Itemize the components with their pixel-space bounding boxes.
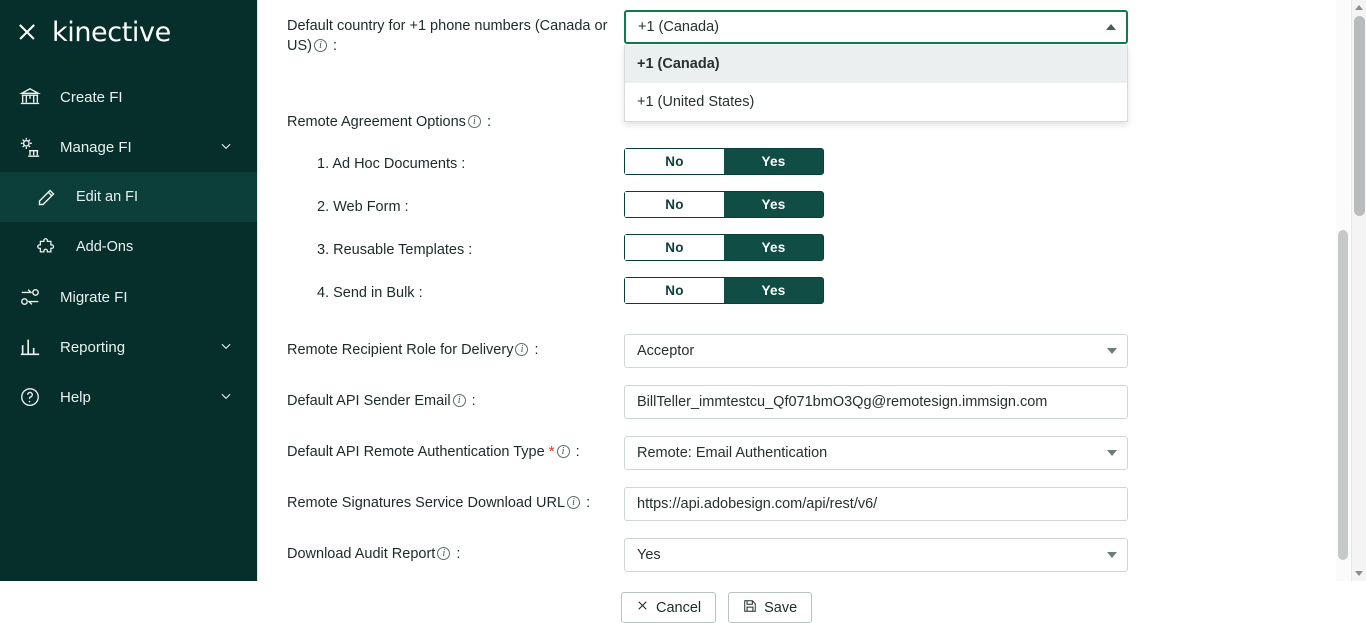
download-audit-report-label: Download Audit Reporti :	[287, 538, 624, 564]
ad-hoc-documents-label-text: 1. Ad Hoc Documents	[317, 156, 458, 172]
default-country-options-list	[624, 45, 1128, 122]
sidebar-item-reporting[interactable]	[0, 322, 257, 372]
sidebar-item-migrate-fi[interactable]	[0, 272, 257, 322]
window-scrollbar[interactable]	[1351, 0, 1366, 581]
content-divider	[257, 0, 258, 581]
brand-logo	[52, 17, 171, 48]
remote-signatures-url-value: https://api.adobesign.com/api/rest/v6/	[637, 496, 878, 512]
sidebar-item-label: Add-Ons	[76, 239, 134, 255]
gear-bank-icon	[18, 135, 42, 159]
remote-recipient-role-select[interactable]	[624, 334, 1128, 368]
ad-hoc-documents-label: 1. Ad Hoc Documents :	[317, 156, 466, 172]
chevron-up-icon[interactable]	[1106, 24, 1116, 30]
save-button[interactable]	[728, 592, 812, 623]
send-in-bulk-field	[624, 277, 1327, 304]
sidebar-item-label: Create FI	[60, 88, 123, 106]
question-circle-icon	[18, 385, 42, 409]
edit-fi-form	[287, 0, 1327, 616]
download-audit-report-value: Yes	[637, 547, 661, 563]
form-row-remote-signatures-url	[287, 487, 1327, 521]
form-row-download-audit-report	[287, 538, 1327, 572]
bar-chart-icon	[18, 335, 42, 359]
download-audit-report-label-text: Download Audit Report	[287, 546, 436, 562]
info-icon[interactable]	[515, 343, 528, 356]
web-form-toggle[interactable]	[624, 191, 824, 218]
info-icon[interactable]	[453, 394, 466, 407]
default-api-sender-email-value: BillTeller_immtestcu_Qf071bmO3Qg@remotesign.immsign.com	[637, 394, 1048, 410]
default-api-remote-auth-type-field	[624, 436, 1327, 470]
inner-scrollbar[interactable]	[1336, 0, 1350, 581]
window-scrollbar-thumb[interactable]	[1354, 16, 1365, 216]
form-row-default-api-sender-email	[287, 385, 1327, 419]
toggle-no[interactable]: No	[625, 235, 724, 260]
form-row-remote-recipient-role	[287, 334, 1327, 368]
form-row-send-in-bulk	[287, 277, 1327, 304]
close-icon	[636, 599, 649, 616]
required-asterisk: *	[548, 443, 555, 460]
sidebar-item-edit-an-fi[interactable]	[0, 172, 257, 222]
cancel-button-label: Cancel	[656, 599, 702, 616]
sidebar-item-add-ons[interactable]	[0, 222, 257, 272]
default-country-value: +1 (Canada)	[638, 19, 720, 35]
form-actions	[621, 592, 1327, 623]
sidebar-item-label: Manage FI	[60, 138, 132, 156]
default-api-sender-email-label-text: Default API Sender Email	[287, 393, 451, 409]
dropdown-option-label: +1 (Canada)	[637, 56, 720, 72]
dropdown-option-united-states[interactable]	[625, 83, 1127, 121]
default-country-field	[624, 10, 1327, 110]
form-row-reusable-templates	[287, 234, 1327, 261]
remote-agreement-options-label: Remote Agreement Optionsi :	[287, 106, 624, 132]
chevron-down-icon[interactable]	[219, 139, 235, 155]
reusable-templates-label-text: 3. Reusable Templates	[317, 242, 465, 258]
form-row-default-country	[287, 10, 1327, 110]
remote-signatures-url-label: Remote Signatures Service Download URLi :	[287, 487, 624, 513]
form-row-web-form	[287, 191, 1327, 218]
info-icon[interactable]	[557, 445, 570, 458]
toggle-no[interactable]: No	[625, 192, 724, 217]
sidebar-item-help[interactable]	[0, 372, 257, 422]
toggle-no[interactable]: No	[625, 149, 724, 174]
pencil-icon	[34, 185, 58, 209]
send-in-bulk-toggle[interactable]	[624, 277, 824, 304]
cancel-button[interactable]	[621, 592, 716, 623]
remote-signatures-url-label-text: Remote Signatures Service Download URL	[287, 495, 566, 511]
reusable-templates-toggle[interactable]	[624, 234, 824, 261]
info-icon[interactable]	[567, 496, 580, 509]
bank-plus-icon	[18, 85, 42, 109]
download-audit-report-select[interactable]	[624, 538, 1128, 572]
info-icon[interactable]	[437, 547, 450, 560]
sidebar-nav	[0, 72, 257, 422]
remote-recipient-role-value: Acceptor	[637, 343, 695, 359]
inner-scrollbar-thumb[interactable]	[1338, 230, 1348, 560]
chevron-down-icon[interactable]	[1107, 348, 1117, 354]
chevron-down-icon[interactable]	[1107, 552, 1117, 558]
sidebar-item-create-fi[interactable]	[0, 72, 257, 122]
default-api-sender-email-input[interactable]	[624, 385, 1128, 419]
sidebar-item-label: Edit an FI	[76, 189, 139, 205]
info-icon[interactable]	[314, 39, 327, 52]
chevron-down-icon[interactable]	[219, 339, 235, 355]
info-icon[interactable]	[468, 115, 481, 128]
web-form-label: 2. Web Form :	[317, 199, 409, 215]
remote-signatures-url-field	[624, 487, 1327, 521]
default-api-sender-email-label: Default API Sender Emaili :	[287, 385, 624, 411]
remote-agreement-options-label-text: Remote Agreement Options	[287, 114, 466, 130]
default-api-remote-auth-type-value: Remote: Email Authentication	[637, 445, 828, 461]
toggle-yes[interactable]: Yes	[724, 192, 823, 217]
sidebar-item-label: Reporting	[60, 338, 126, 356]
toggle-yes[interactable]: Yes	[724, 149, 823, 174]
remote-signatures-url-input[interactable]	[624, 487, 1128, 521]
reusable-templates-field	[624, 234, 1327, 261]
default-country-select[interactable]	[624, 10, 1128, 44]
remote-recipient-role-field	[624, 334, 1327, 368]
remote-recipient-role-label-text: Remote Recipient Role for Delivery	[287, 342, 514, 358]
default-api-remote-auth-type-label-text: Default API Remote Authentication Type	[287, 444, 545, 460]
send-in-bulk-label-text: 4. Send in Bulk	[317, 285, 415, 301]
web-form-label-text: 2. Web Form	[317, 199, 401, 215]
dropdown-option-label: +1 (United States)	[637, 94, 755, 110]
scroll-down-arrow-icon[interactable]	[1355, 571, 1363, 576]
reusable-templates-label: 3. Reusable Templates :	[317, 242, 473, 258]
default-api-remote-auth-type-label: Default API Remote Authentication Type *i :	[287, 436, 624, 462]
puzzle-icon	[34, 235, 58, 259]
default-country-dropdown-wrap	[624, 10, 1128, 110]
send-in-bulk-label: 4. Send in Bulk :	[317, 285, 423, 301]
default-api-sender-email-field	[624, 385, 1327, 419]
default-country-label-text: Default country for +1 phone numbers (Canada or US)	[287, 18, 608, 54]
scroll-up-arrow-icon[interactable]	[1355, 5, 1363, 10]
default-country-label: Default country for +1 phone numbers (Canada or US)i :	[287, 10, 624, 56]
toggle-yes[interactable]: Yes	[724, 235, 823, 260]
form-row-default-api-remote-auth-type	[287, 436, 1327, 470]
download-audit-report-field	[624, 538, 1327, 572]
save-button-label: Save	[764, 599, 798, 616]
default-api-remote-auth-type-select[interactable]	[624, 436, 1128, 470]
brand-text: kinective	[52, 16, 171, 48]
sidebar-item-label: Migrate FI	[60, 288, 128, 306]
toggle-yes[interactable]: Yes	[724, 278, 823, 303]
dropdown-option-canada[interactable]	[625, 45, 1127, 83]
web-form-field	[624, 191, 1327, 218]
sidebar-item-label: Help	[60, 388, 91, 406]
save-disk-icon	[743, 599, 757, 617]
migrate-icon	[18, 285, 42, 309]
chevron-down-icon[interactable]	[219, 389, 235, 405]
sidebar	[0, 0, 257, 581]
close-icon[interactable]	[16, 21, 38, 43]
ad-hoc-documents-toggle[interactable]	[624, 148, 824, 175]
sidebar-header	[0, 0, 257, 64]
ad-hoc-documents-field	[624, 148, 1327, 175]
sidebar-item-manage-fi[interactable]	[0, 122, 257, 172]
chevron-down-icon[interactable]	[1107, 450, 1117, 456]
main-content	[257, 0, 1366, 616]
form-row-ad-hoc-documents	[287, 148, 1327, 175]
remote-recipient-role-label: Remote Recipient Role for Deliveryi :	[287, 334, 624, 360]
toggle-no[interactable]: No	[625, 278, 724, 303]
